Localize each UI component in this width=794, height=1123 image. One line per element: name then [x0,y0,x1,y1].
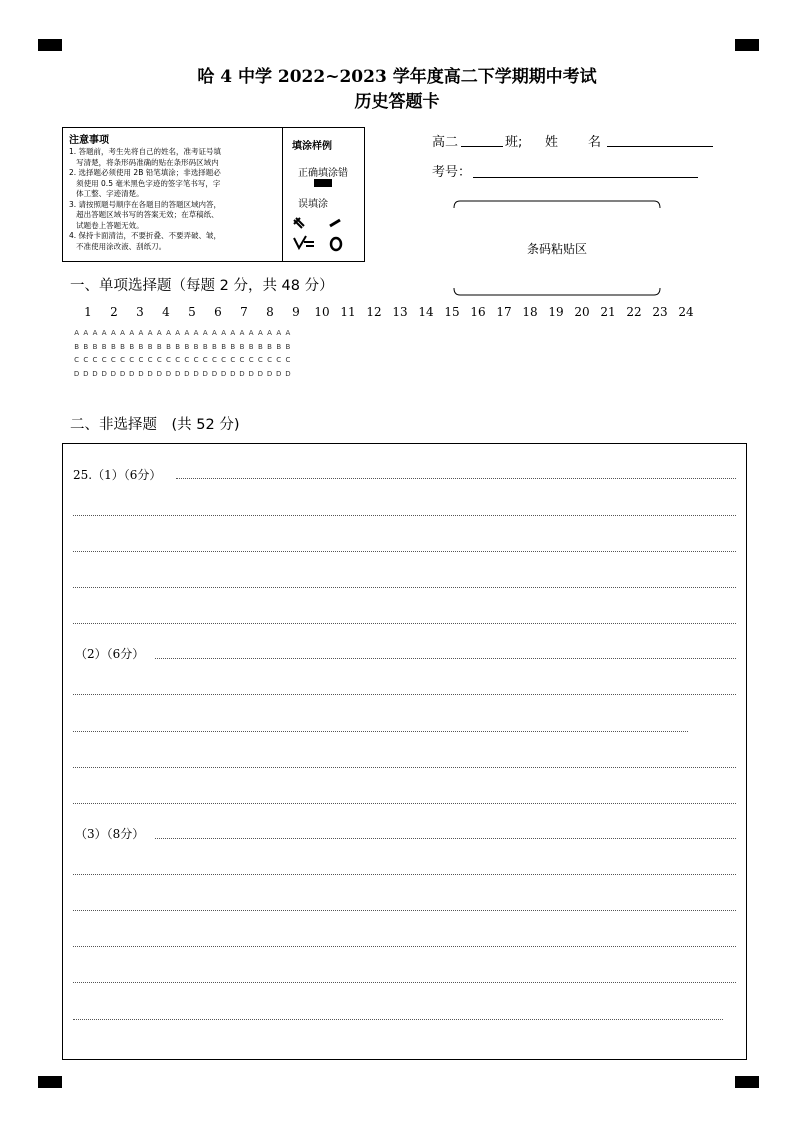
notice-item: 须使用 0.5 毫米黑色字迹的签字笔书写，字 [69,178,221,188]
answer-line[interactable] [155,658,736,659]
choice-bubble[interactable]: A [239,329,245,337]
question-number: 19 [548,305,564,319]
question-number: 24 [678,305,694,319]
question-number: 10 [314,305,330,319]
choice-bubble[interactable]: B [230,342,236,351]
choice-bubble[interactable]: A [202,329,208,337]
choice-bubble[interactable]: D [147,369,153,378]
choice-bubble[interactable]: A [230,329,236,337]
question-number: 22 [626,305,642,319]
choice-bubble[interactable]: B [175,342,181,351]
choice-bubble[interactable]: D [92,369,98,378]
answer-line[interactable] [73,982,736,983]
choice-bubble[interactable]: C [257,356,263,364]
option-row-a [72,329,293,341]
choice-bubble[interactable]: B [239,342,245,351]
choice-bubble[interactable]: C [276,356,282,364]
choice-bubble[interactable]: B [248,342,254,351]
choice-bubble[interactable]: D [220,369,227,378]
choice-bubble[interactable]: D [239,369,245,378]
answer-line[interactable] [73,587,736,588]
choice-bubble[interactable]: C [193,356,199,364]
question-number: 2 [110,305,118,319]
corner-mark-top-right [735,39,759,51]
choice-bubble[interactable]: A [129,329,135,337]
notice-item: 1. 答题前，考生先将自己的姓名，准考证号填 [69,147,222,156]
choice-bubble[interactable]: D [248,369,254,378]
section1-title: 一、单项选择题（每题 2 分，共 48 分） [70,278,334,294]
choice-bubble[interactable]: B [138,342,144,351]
answer-line[interactable] [73,1019,723,1020]
corner-mark-top-left [38,39,62,51]
choice-bubble[interactable]: D [266,369,273,378]
choice-bubble[interactable]: C [101,356,107,364]
choice-bubble[interactable]: A [175,329,181,337]
question-number: 6 [214,305,222,319]
choice-bubble[interactable]: D [129,369,135,378]
choice-bubble[interactable]: B [120,342,125,351]
choice-bubble[interactable]: D [193,369,199,378]
question-number: 3 [136,305,144,319]
choice-bubble[interactable]: D [83,369,89,378]
choice-bubble[interactable]: A [83,329,89,337]
question-number: 12 [366,305,382,319]
choice-bubble[interactable]: C [156,356,162,364]
answer-line[interactable] [73,694,736,695]
choice-bubble[interactable]: B [202,342,208,351]
choice-bubble[interactable]: B [257,342,263,351]
choice-bubble[interactable]: B [147,342,153,351]
question-25-2-label: （2）（6分） [75,645,147,662]
choice-bubble[interactable]: D [230,369,236,378]
answer-line[interactable] [73,551,736,552]
notice-item: 2. 选择题必须使用 2B 铅笔填涂；非选择题必 [69,168,221,177]
choice-bubble[interactable]: C [221,356,227,364]
choice-bubble[interactable]: D [184,369,190,378]
wrong-fill-marks [292,216,352,256]
choice-bubble[interactable]: C [166,356,171,364]
choice-bubble[interactable]: D [156,369,162,378]
choice-bubble[interactable]: B [276,342,282,351]
notice-item: 3. 请按照题号顺序在各题目的答题区域内答， [69,199,222,209]
answer-sheet-title: 历史答题卡 [354,92,440,112]
question-number: 1 [84,305,92,319]
choice-bubble[interactable]: C [239,356,245,364]
choice-bubble[interactable]: C [138,356,144,364]
choice-bubble[interactable]: C [248,356,254,364]
choice-bubble[interactable]: B [74,342,79,351]
answer-line[interactable] [73,874,736,875]
choice-bubble[interactable]: A [138,329,144,337]
choice-bubble[interactable]: A [212,329,217,337]
question-number: 15 [444,305,460,319]
exam-number-field[interactable] [473,177,698,178]
choice-bubble[interactable]: A [184,329,190,337]
choice-bubble[interactable]: A [156,329,162,337]
notice-item: 试题卷上答题无效。 [69,220,144,230]
choice-bubble[interactable]: D [285,369,291,378]
question-number: 23 [652,305,668,319]
answer-line[interactable] [73,910,736,911]
choice-bubble[interactable]: A [221,329,226,337]
choice-bubble[interactable]: B [267,342,272,351]
answer-line[interactable] [73,623,736,624]
question-25-3-label: （3）（8分） [75,825,147,842]
choice-bubble[interactable]: C [120,356,125,364]
answer-line[interactable] [176,478,736,479]
answer-line[interactable] [73,731,688,732]
answer-line[interactable] [73,946,736,947]
option-row-c [72,356,293,368]
choice-bubble[interactable]: B [193,342,199,351]
notice-item: 写清楚，将条形码准确的贴在条形码区域内 [69,157,219,167]
correct-fill-mark [314,179,332,187]
choice-bubble[interactable]: B [101,342,107,351]
choice-bubble[interactable]: C [175,356,181,364]
choice-bubble[interactable]: B [110,342,116,351]
choice-bubble[interactable]: D [276,369,282,378]
correct-fill-label: 正确填涂错 [298,168,348,179]
choice-bubble[interactable]: B [221,342,226,351]
choice-bubble[interactable]: C [267,356,272,364]
choice-bubble[interactable]: C [92,356,98,364]
choice-bubble[interactable]: D [257,369,264,378]
name-label-2: 名 [588,135,602,150]
fill-sample-title: 填涂样例 [292,141,332,152]
choice-bubble[interactable]: B [184,342,190,351]
choice-bubble[interactable]: C [202,356,208,364]
choice-bubble[interactable]: A [267,329,272,337]
choice-bubble[interactable]: B [83,342,89,351]
notice-instructions [63,128,283,261]
choice-bubble[interactable]: D [174,369,181,378]
choice-bubble[interactable]: D [119,369,126,378]
grade-label: 高二 [432,135,459,150]
notice-title: 注意事项 [69,135,109,146]
choice-bubble[interactable]: A [166,329,171,337]
notice-items [69,147,276,252]
notice-item: 超出答题区域书写的答案无效；在草稿纸、 [69,210,219,219]
choice-bubble[interactable]: D [202,369,208,378]
exam-number-label: 考号： [432,165,472,180]
notice-item: 体工整、字迹清楚。 [69,189,144,198]
choice-bubble[interactable]: C [184,356,190,364]
question-number: 18 [522,305,538,319]
choice-bubble[interactable]: C [129,356,135,364]
corner-mark-bottom-right [735,1076,759,1088]
choice-bubble[interactable]: A [257,329,263,337]
choice-bubble[interactable]: D [165,369,172,378]
question-number: 16 [470,305,486,319]
choice-bubble[interactable]: D [73,369,80,378]
name-field[interactable] [607,146,713,147]
question-number: 21 [600,305,616,319]
question-number: 17 [496,305,512,319]
notice-box [62,127,365,262]
choice-bubble[interactable]: D [211,369,218,378]
answer-area[interactable] [62,443,747,1060]
choice-bubble[interactable]: D [110,369,117,378]
notice-item: 不准使用涂改液、刮纸刀。 [69,241,167,251]
choice-bubble[interactable]: A [92,329,98,337]
choice-bubble[interactable]: A [74,329,79,337]
barcode-area-label: 条码粘贴区 [526,242,587,256]
question-number: 9 [292,305,300,319]
choice-bubble[interactable]: B [129,342,135,351]
fill-sample [284,128,364,261]
question-25-1-label: 25.（1）（6分） [73,466,164,483]
corner-mark-bottom-left [38,1076,62,1088]
question-number: 7 [240,305,248,319]
question-number: 11 [340,305,356,319]
choice-bubble[interactable]: B [156,342,162,351]
choice-bubble[interactable]: B [92,342,98,351]
option-row-d [72,370,293,382]
answer-line[interactable] [73,767,736,768]
choice-bubble[interactable]: C [147,356,153,364]
answer-line[interactable] [155,838,736,839]
class-label: 班; [505,135,523,150]
answer-line[interactable] [73,515,736,516]
choice-bubble[interactable]: A [248,329,254,337]
choice-bubble[interactable]: C [230,356,236,364]
section2-title: 二、非选择题 (共 52 分) [70,417,240,433]
question-number: 13 [392,305,408,319]
choice-bubble[interactable]: A [285,329,291,337]
option-row-b [72,343,293,355]
choice-bubble[interactable]: A [193,329,199,337]
question-number: 8 [266,305,274,319]
choice-bubble[interactable]: D [138,369,144,378]
class-field[interactable] [461,146,503,147]
exam-title: 哈 4 中学 2022~2023 学年度高二下学期期中考试 [197,67,597,87]
choice-bubble[interactable]: C [211,356,217,364]
choice-bubble[interactable]: C [83,356,89,364]
choice-bubble[interactable]: B [212,342,217,351]
wrong-fill-label: 误填涂 [298,199,328,210]
choice-bubble[interactable]: A [147,329,153,337]
answer-line[interactable] [73,803,736,804]
choice-bubble[interactable]: C [110,356,116,364]
choice-bubble[interactable]: C [285,356,291,364]
question-number: 5 [188,305,196,319]
notice-item: 4. 保持卡面清洁，不要折叠、不要弄破、皱， [69,231,222,240]
choice-bubble[interactable]: C [74,356,80,364]
choice-bubble[interactable]: A [110,329,116,337]
question-number: 14 [418,305,434,319]
question-number: 4 [162,305,170,319]
choice-bubble[interactable]: A [120,329,125,337]
choice-bubble[interactable]: D [101,369,107,378]
choice-bubble[interactable]: B [285,342,291,351]
choice-bubble[interactable]: A [276,329,282,337]
choice-bubble[interactable]: A [101,329,107,337]
name-label: 姓 [545,135,559,150]
choice-bubble[interactable]: B [166,342,171,351]
question-number: 20 [574,305,590,319]
